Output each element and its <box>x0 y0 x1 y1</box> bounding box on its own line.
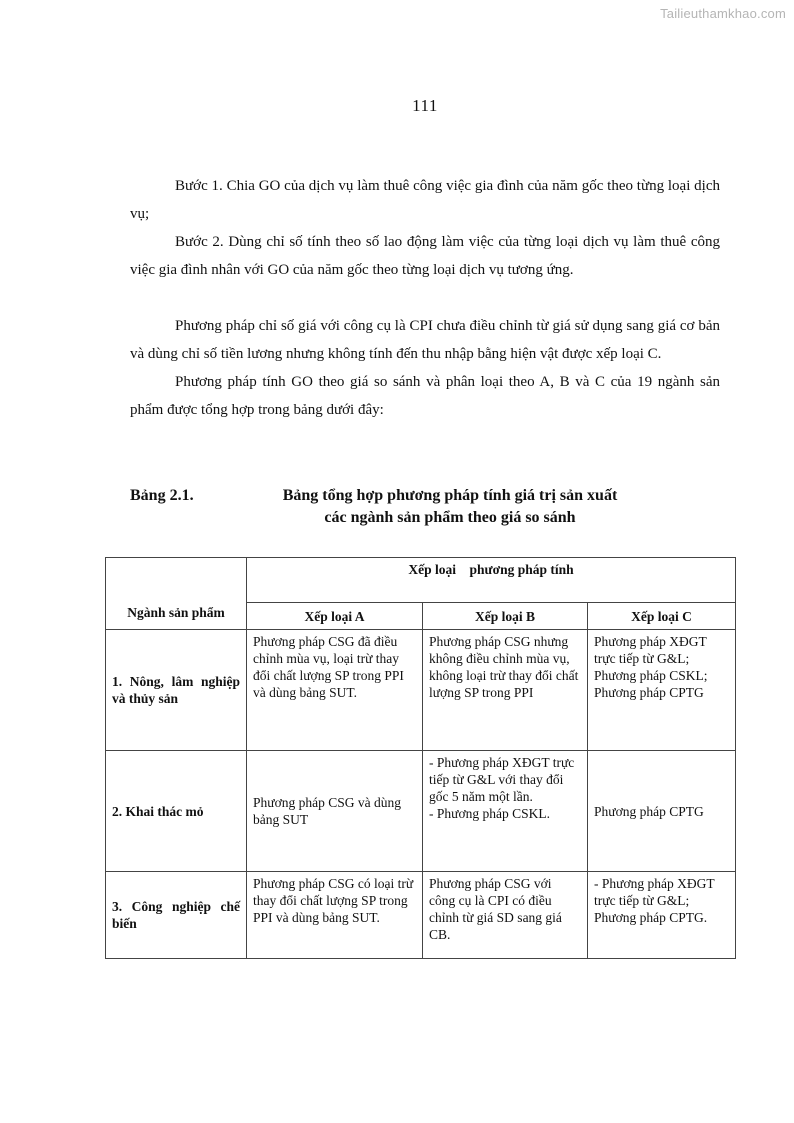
row-1-class-c-line: Phương pháp CPTG <box>594 685 704 700</box>
paragraph-cpi-method: Phương pháp chỉ số giá với công cụ là CPI chưa điều chỉnh từ giá sử dụng sang giá cơ bản và dùng chỉ số tiền lương nhưng không tính đến thu nhập bằng hiện vật được xếp loại C. <box>130 318 720 362</box>
header-group: Xếp loại phương pháp tính <box>247 558 736 603</box>
row-3-class-a: Phương pháp CSG có loại trừ thay đổi chất lượng SP trong PPI và dùng bảng SUT. <box>247 872 423 959</box>
row-3-sector: 3. Công nghiệp chế biến <box>106 872 247 959</box>
row-2-sector: 2. Khai thác mỏ <box>106 751 247 872</box>
table-row <box>106 751 736 872</box>
body-text <box>130 172 720 424</box>
table-caption-title-line-1: Bảng tổng hợp phương pháp tính giá trị sản xuất <box>282 487 618 504</box>
row-1-class-b: Phương pháp CSG nhưng không điều chỉnh mùa vụ, không loại trừ thay đổi chất lượng SP trong PPI <box>423 630 588 751</box>
row-1-class-c-line: Phương pháp CSKL; <box>594 668 708 683</box>
row-1-class-a: Phương pháp CSG đã điều chỉnh mùa vụ, loại trừ thay đổi chất lượng SP trong PPI và dùng bảng SUT. <box>247 630 423 751</box>
table-caption-title <box>250 485 650 529</box>
row-1-class-c <box>588 630 736 751</box>
header-class-c: Xếp loại C <box>588 603 736 630</box>
table-row <box>106 872 736 959</box>
table-caption-title-line-2: các ngành sản phẩm theo giá so sánh <box>324 509 576 526</box>
row-2-class-b-line: - Phương pháp CSKL. <box>429 806 550 821</box>
paragraph-step-1: Bước 1. Chia GO của dịch vụ làm thuê công việc gia đình của năm gốc theo từng loại dịch vụ; <box>130 178 720 222</box>
table-row <box>106 630 736 751</box>
row-1-class-c-line: Phương pháp XĐGT trực tiếp từ G&L; <box>594 634 707 666</box>
row-3-class-c <box>588 872 736 959</box>
page-number: 111 <box>412 96 438 115</box>
row-3-class-c-line: Phương pháp CPTG. <box>594 910 708 925</box>
watermark: Tailieuthamkhao.com <box>660 6 786 21</box>
header-class-a: Xếp loại A <box>247 603 423 630</box>
row-2-class-a: Phương pháp CSG và dùng bảng SUT <box>247 751 423 872</box>
header-sector: Ngành sản phẩm <box>106 558 247 630</box>
table-caption-label: Bảng 2.1. <box>130 487 194 504</box>
row-2-class-c: Phương pháp CPTG <box>588 751 736 872</box>
header-class-b: Xếp loại B <box>423 603 588 630</box>
row-1-sector: 1. Nông, lâm nghiệp và thủy sản <box>106 630 247 751</box>
row-3-class-b: Phương pháp CSG với công cụ là CPI có điều chỉnh từ giá SD sang giá CB. <box>423 872 588 959</box>
row-3-class-c-line: - Phương pháp XĐGT trực tiếp từ G&L; <box>594 876 715 908</box>
row-2-class-b-line: - Phương pháp XĐGT trực tiếp từ G&L với thay đổi gốc 5 năm một lần. <box>429 755 575 804</box>
method-table <box>105 557 736 959</box>
paragraph-step-2: Bước 2. Dùng chỉ số tính theo số lao động làm việc của từng loại dịch vụ làm thuê công việc gia đình nhân với GO của năm gốc theo từng loại dịch vụ tương ứng. <box>130 234 720 278</box>
paragraph-summary-intro: Phương pháp tính GO theo giá so sánh và phân loại theo A, B và C của 19 ngành sản phẩm được tổng hợp trong bảng dưới đây: <box>130 374 720 418</box>
row-2-class-b <box>423 751 588 872</box>
